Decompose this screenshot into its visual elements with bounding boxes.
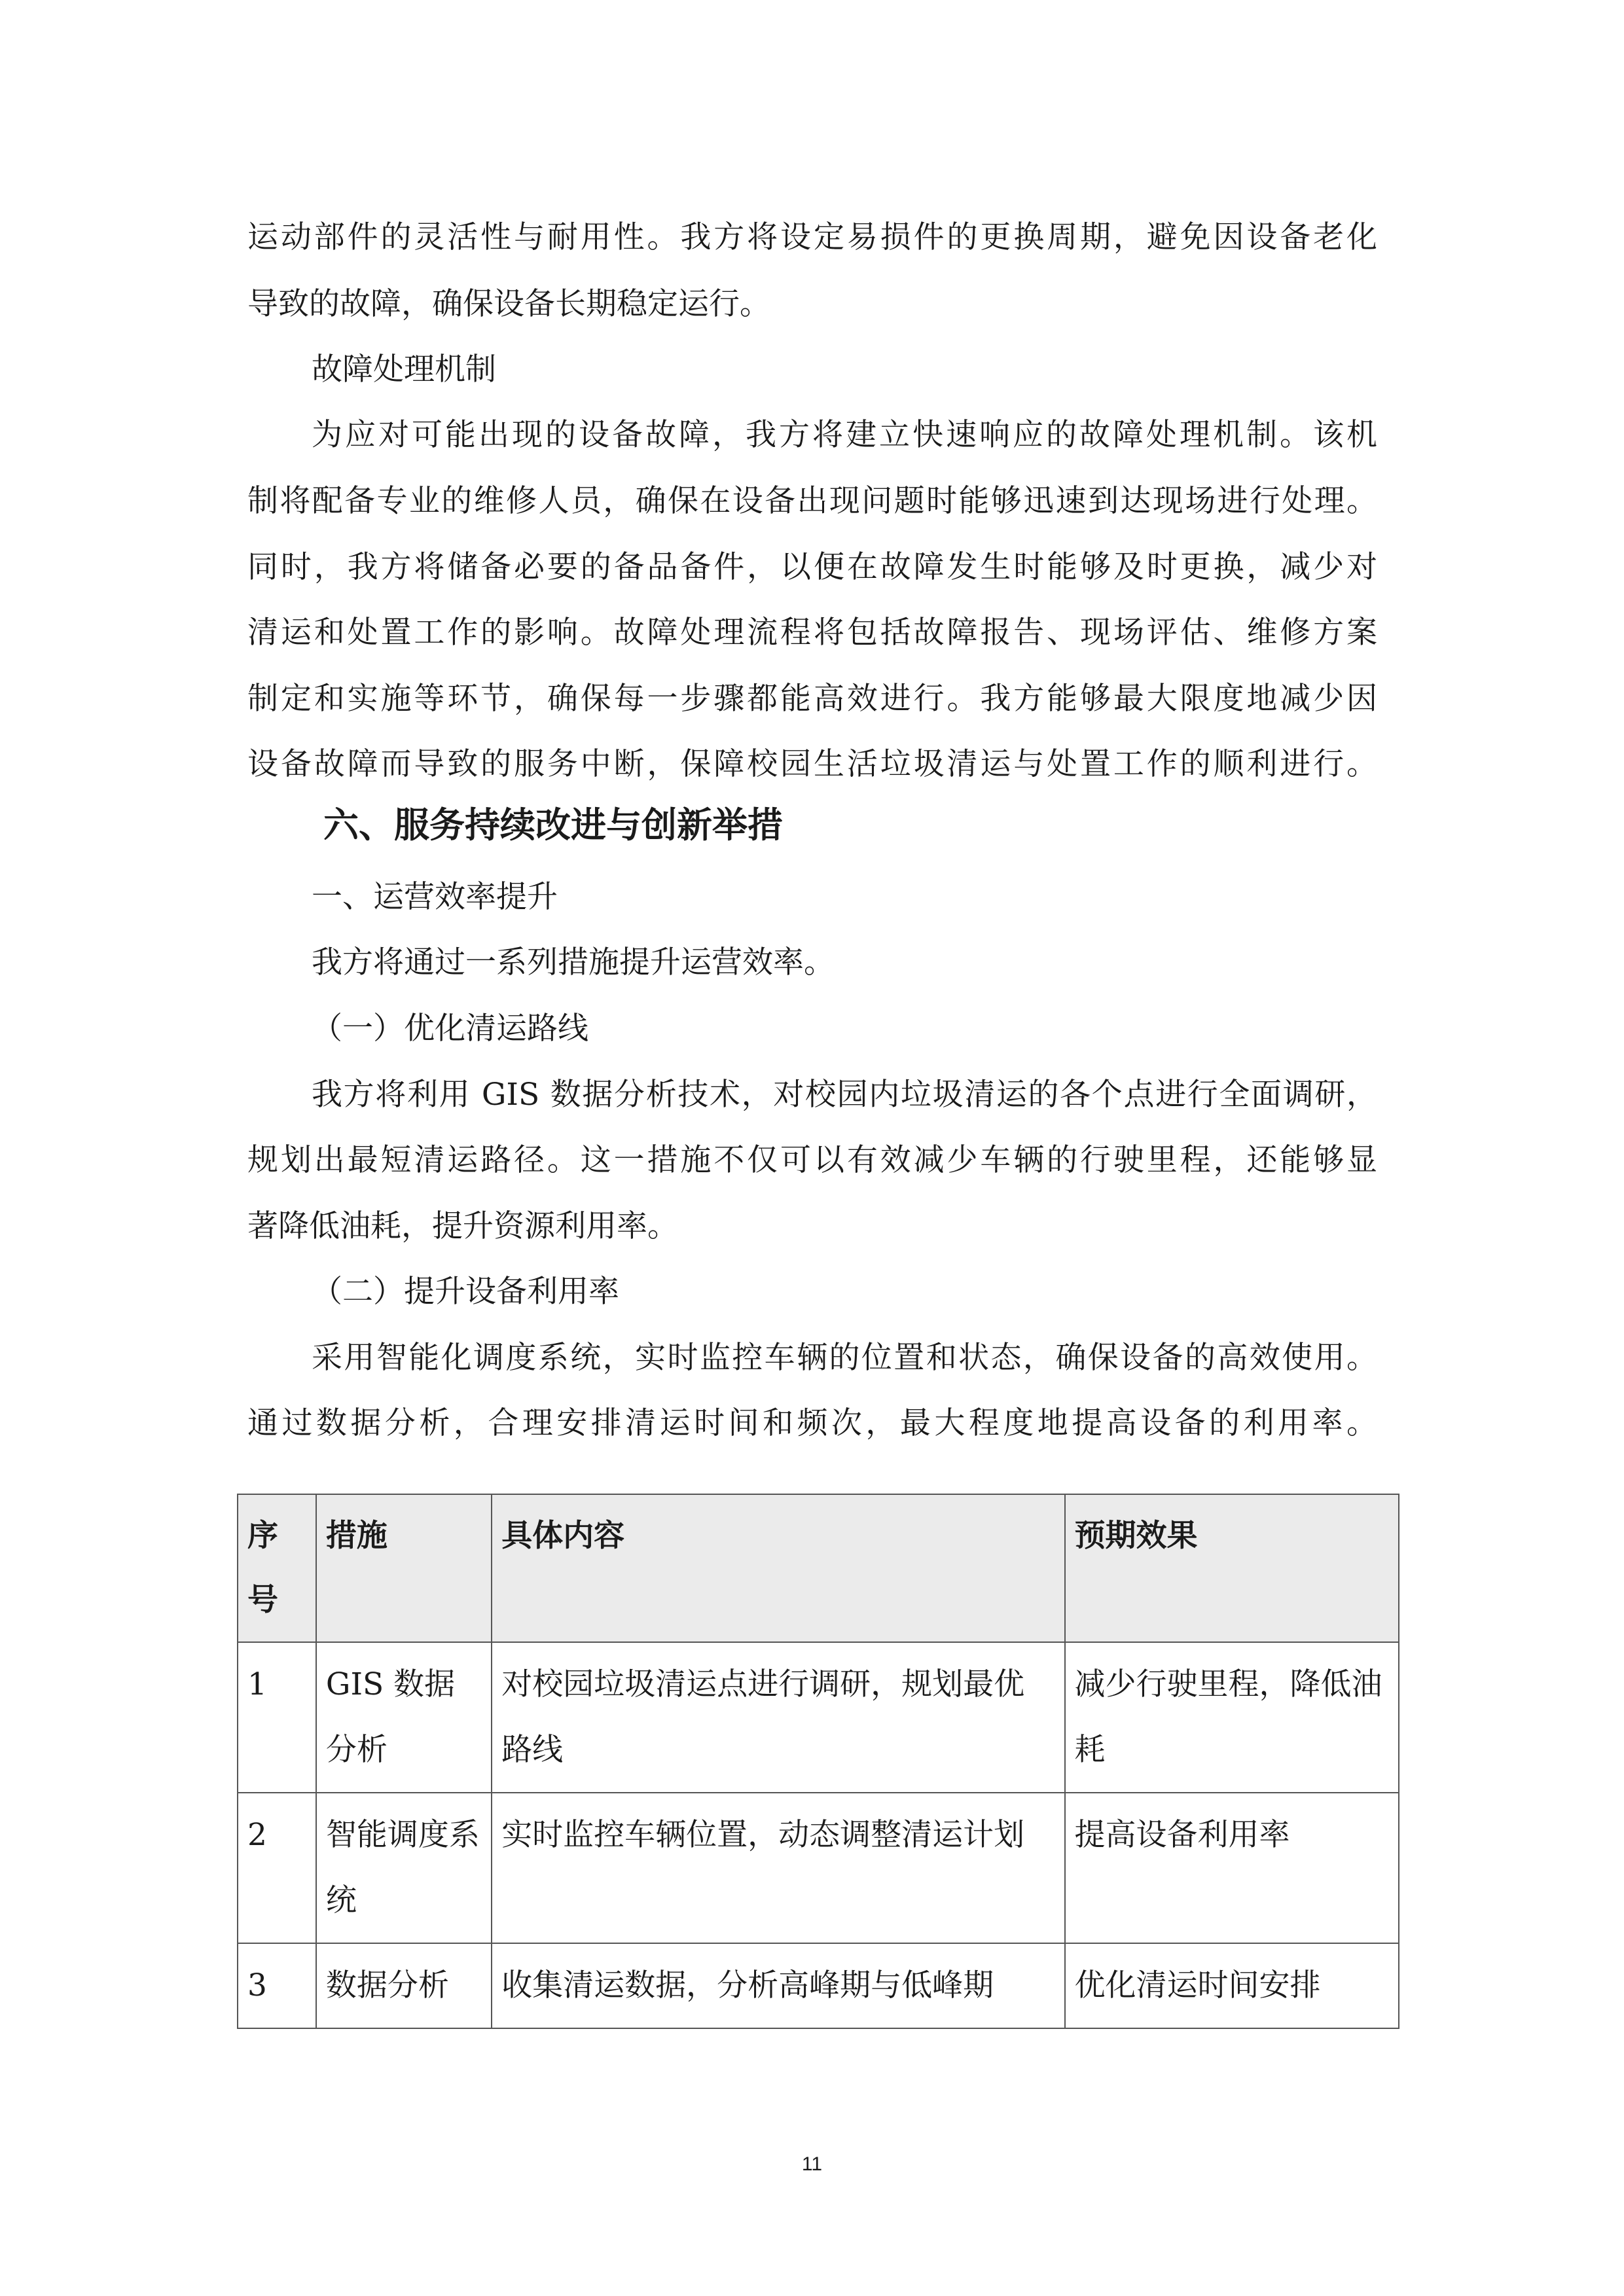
table-row [238, 1943, 1399, 2028]
cell-effect: 提高设备利用率 [1065, 1793, 1399, 1943]
section-heading: 六、服务持续改进与创新举措 [323, 804, 783, 846]
subsection-title: （二）提升设备利用率 [312, 1274, 619, 1310]
paragraph-line: 设备故障而导致的服务中断，保障校园生活垃圾清运与处置工作的顺利进行。 [247, 746, 1377, 782]
cell-effect: 减少行驶里程，降低油耗 [1065, 1642, 1399, 1793]
subsection-title: 一、运营效率提升 [312, 879, 558, 915]
header-measure: 措施 [316, 1494, 492, 1642]
paragraph-line: 运动部件的灵活性与耐用性。我方将设定易损件的更换周期，避免因设备老化 [247, 219, 1377, 255]
paragraph-line: 清运和处置工作的影响。故障处理流程将包括故障报告、现场评估、维修方案 [247, 615, 1377, 651]
paragraph-line: 导致的故障，确保设备长期稳定运行。 [247, 286, 770, 322]
paragraph-line: 规划出最短清运路径。这一措施不仅可以有效减少车辆的行驶里程，还能够显 [247, 1142, 1377, 1178]
header-num: 序号 [238, 1494, 316, 1642]
table-row [238, 1793, 1399, 1943]
paragraph-line: 我方将利用 GIS 数据分析技术，对校园内垃圾清运的各个点进行全面调研， [312, 1077, 1377, 1113]
cell-measure: GIS 数据分析 [316, 1642, 492, 1793]
subsection-title: 故障处理机制 [312, 351, 496, 387]
paragraph-line: 采用智能化调度系统，实时监控车辆的位置和状态，确保设备的高效使用。 [312, 1340, 1377, 1376]
cell-measure: 数据分析 [316, 1943, 492, 2028]
paragraph-line: 我方将通过一系列措施提升运营效率。 [312, 944, 835, 980]
paragraph-line: 制将配备专业的维修人员，确保在设备出现问题时能够迅速到达现场进行处理。 [247, 483, 1377, 519]
table-header-row [238, 1494, 1399, 1642]
cell-measure: 智能调度系统 [316, 1793, 492, 1943]
paragraph-line: 为应对可能出现的设备故障，我方将建立快速响应的故障处理机制。该机 [312, 417, 1377, 453]
table-row [238, 1642, 1399, 1793]
cell-effect: 优化清运时间安排 [1065, 1943, 1399, 2028]
cell-num: 2 [238, 1793, 316, 1943]
paragraph-line: 通过数据分析，合理安排清运时间和频次，最大程度地提高设备的利用率。 [247, 1405, 1377, 1441]
paragraph-line: 著降低油耗，提升资源利用率。 [247, 1208, 678, 1244]
measures-table [237, 1494, 1399, 2029]
page-number: 11 [801, 2153, 823, 2175]
header-content: 具体内容 [492, 1494, 1064, 1642]
cell-num: 3 [238, 1943, 316, 2028]
subsection-title: （一）优化清运路线 [312, 1011, 588, 1047]
cell-num: 1 [238, 1642, 316, 1793]
paragraph-line: 同时，我方将储备必要的备品备件，以便在故障发生时能够及时更换，减少对 [247, 549, 1377, 585]
header-effect: 预期效果 [1065, 1494, 1399, 1642]
cell-content: 收集清运数据，分析高峰期与低峰期 [492, 1943, 1064, 2028]
cell-content: 实时监控车辆位置，动态调整清运计划 [492, 1793, 1064, 1943]
cell-content: 对校园垃圾清运点进行调研，规划最优路线 [492, 1642, 1064, 1793]
paragraph-line: 制定和实施等环节，确保每一步骤都能高效进行。我方能够最大限度地减少因 [247, 681, 1377, 717]
